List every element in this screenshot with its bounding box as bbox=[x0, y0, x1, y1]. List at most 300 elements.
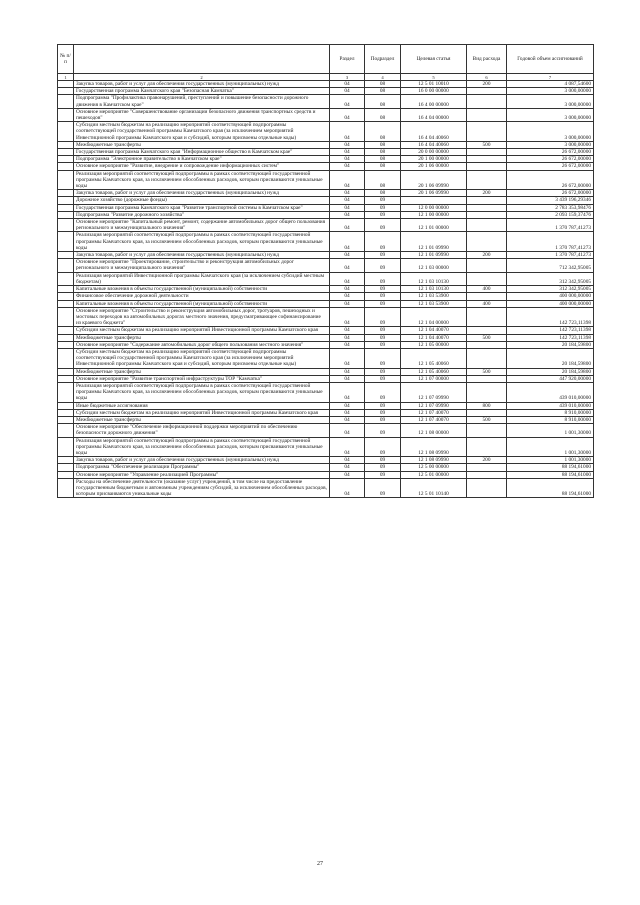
amount-cell: 1 001,30000 bbox=[507, 457, 594, 464]
col-number: 1 bbox=[58, 74, 74, 81]
amount-cell: 20 184,59800 bbox=[507, 368, 594, 375]
expense-type-cell: 800 bbox=[467, 402, 507, 409]
table-row bbox=[58, 478, 594, 498]
expense-type-cell bbox=[467, 471, 507, 478]
razdel-cell: 04 bbox=[330, 424, 365, 437]
amount-cell: 312 342,95005 bbox=[507, 286, 594, 293]
name-cell: Подпрограмма "Обеспечение реализации Программы" bbox=[74, 464, 330, 471]
amount-cell: 142 723,11398 bbox=[507, 327, 594, 334]
num-cell bbox=[58, 424, 74, 437]
razdel-cell: 04 bbox=[330, 232, 365, 252]
razdel-cell: 04 bbox=[330, 327, 365, 334]
table-row bbox=[58, 307, 594, 327]
amount-cell: 1 370 787,41273 bbox=[507, 219, 594, 232]
name-cell: Основное мероприятие "Развитие транспортной инфраструктуры ТОР "Камчатка" bbox=[74, 375, 330, 382]
amount-cell: 439 010,00000 bbox=[507, 382, 594, 402]
razdel-cell: 04 bbox=[330, 307, 365, 327]
target-article-cell: 12 0 00 00000 bbox=[401, 204, 467, 211]
expense-type-cell bbox=[467, 424, 507, 437]
table-row bbox=[58, 204, 594, 211]
amount-cell: 2 093 159,37476 bbox=[507, 211, 594, 218]
name-cell: Реализация мероприятий соответствующей подпрограммы в рамках соответствующей государственной программы Камчатского края, за исключением обособленных расходов, которым присваиваются уникальные коды bbox=[74, 437, 330, 457]
razdel-cell: 04 bbox=[330, 163, 365, 170]
name-cell: Государственная программа Камчатского края "Безопасная Камчатка" bbox=[74, 88, 330, 95]
target-article-cell: 20 1 06 09990 bbox=[401, 190, 467, 197]
target-article-cell: 16 4 04 40060 bbox=[401, 141, 467, 148]
amount-cell: 8 910,00000 bbox=[507, 416, 594, 423]
razdel-cell: 04 bbox=[330, 464, 365, 471]
podrazdel-cell: 09 bbox=[365, 402, 401, 409]
expense-type-cell bbox=[467, 88, 507, 95]
target-article-cell: 12 1 01 00000 bbox=[401, 219, 467, 232]
num-cell bbox=[58, 232, 74, 252]
expense-type-cell bbox=[467, 307, 507, 327]
table-row bbox=[58, 368, 594, 375]
razdel-cell: 04 bbox=[330, 334, 365, 341]
name-cell: Основное мероприятие "Проектирование, строительство и реконструкция автомобильных дорог регионального и межмуниципального значения" bbox=[74, 259, 330, 272]
razdel-cell: 04 bbox=[330, 375, 365, 382]
amount-cell: 3 000,00000 bbox=[507, 122, 594, 142]
num-cell bbox=[58, 149, 74, 156]
header-podrazdel: Подраздел bbox=[365, 45, 401, 74]
razdel-cell: 04 bbox=[330, 95, 365, 108]
expense-type-cell: 500 bbox=[467, 368, 507, 375]
expense-type-cell bbox=[467, 382, 507, 402]
table-row bbox=[58, 190, 594, 197]
name-cell: Финансовое обеспечение дорожной деятельности bbox=[74, 293, 330, 300]
amount-cell: 400 000,00000 bbox=[507, 300, 594, 307]
podrazdel-cell: 09 bbox=[365, 307, 401, 327]
razdel-cell: 04 bbox=[330, 141, 365, 148]
num-cell bbox=[58, 81, 74, 88]
header-annual-amount: Годовой объем ассигнований bbox=[507, 45, 594, 74]
name-cell: Субсидии местным бюджетам на реализацию мероприятий Инвестиционной программы Камчатского края bbox=[74, 409, 330, 416]
amount-cell: 1 370 787,41273 bbox=[507, 252, 594, 259]
header-row bbox=[58, 45, 594, 74]
num-cell bbox=[58, 464, 74, 471]
amount-cell: 3 000,00000 bbox=[507, 108, 594, 121]
podrazdel-cell: 08 bbox=[365, 156, 401, 163]
podrazdel-cell: 08 bbox=[365, 170, 401, 190]
name-cell: Закупка товаров, работ и услуг для обеспечения государственных (муниципальных) нужд bbox=[74, 190, 330, 197]
name-cell: Закупка товаров, работ и услуг для обеспечения государственных (муниципальных) нужд bbox=[74, 81, 330, 88]
razdel-cell: 04 bbox=[330, 457, 365, 464]
col-number: 6 bbox=[467, 74, 507, 81]
amount-cell: 20 184,59800 bbox=[507, 348, 594, 368]
expense-type-cell bbox=[467, 197, 507, 204]
num-cell bbox=[58, 211, 74, 218]
amount-cell: 26 672,00000 bbox=[507, 163, 594, 170]
num-cell bbox=[58, 293, 74, 300]
amount-cell: 2 783 353,98476 bbox=[507, 204, 594, 211]
podrazdel-cell: 09 bbox=[365, 348, 401, 368]
table-row bbox=[58, 416, 594, 423]
target-article-cell: 12 1 01 09990 bbox=[401, 252, 467, 259]
expense-type-cell bbox=[467, 259, 507, 272]
name-cell: Реализация мероприятий соответствующей подпрограммы в рамках соответствующей государственной программы Камчатского края, за исключением обособленных расходов, которым присваиваются уникальные коды bbox=[74, 232, 330, 252]
target-article-cell bbox=[401, 197, 467, 204]
table-row bbox=[58, 232, 594, 252]
expense-type-cell bbox=[467, 170, 507, 190]
podrazdel-cell: 09 bbox=[365, 252, 401, 259]
name-cell: Основное мероприятие "Управление реализацией Программы" bbox=[74, 471, 330, 478]
podrazdel-cell: 09 bbox=[365, 368, 401, 375]
amount-cell: 142 723,11398 bbox=[507, 334, 594, 341]
table-row bbox=[58, 149, 594, 156]
name-cell: Капитальные вложения в объекты государственной (муниципальной) собственности bbox=[74, 286, 330, 293]
amount-cell: 3 000,00000 bbox=[507, 88, 594, 95]
amount-cell: 88 194,61000 bbox=[507, 471, 594, 478]
table-row bbox=[58, 424, 594, 437]
amount-cell: 1 370 787,41273 bbox=[507, 232, 594, 252]
col-number: 7 bbox=[507, 74, 594, 81]
num-cell bbox=[58, 375, 74, 382]
num-cell bbox=[58, 471, 74, 478]
num-cell bbox=[58, 252, 74, 259]
podrazdel-cell: 08 bbox=[365, 95, 401, 108]
expense-type-cell bbox=[467, 327, 507, 334]
razdel-cell: 04 bbox=[330, 170, 365, 190]
razdel-cell: 04 bbox=[330, 252, 365, 259]
header-razdel: Раздел bbox=[330, 45, 365, 74]
amount-cell: 88 194,61000 bbox=[507, 478, 594, 498]
target-article-cell: 12 1 07 09990 bbox=[401, 402, 467, 409]
num-cell bbox=[58, 416, 74, 423]
amount-cell: 26 672,00000 bbox=[507, 156, 594, 163]
podrazdel-cell: 09 bbox=[365, 464, 401, 471]
table-row bbox=[58, 211, 594, 218]
amount-cell: 3 000,00000 bbox=[507, 95, 594, 108]
target-article-cell: 12 1 03 10130 bbox=[401, 286, 467, 293]
col-number: 4 bbox=[365, 74, 401, 81]
num-cell bbox=[58, 141, 74, 148]
table-row bbox=[58, 300, 594, 307]
podrazdel-cell: 09 bbox=[365, 204, 401, 211]
target-article-cell: 12 1 03 53900 bbox=[401, 300, 467, 307]
table-row bbox=[58, 259, 594, 272]
table-row bbox=[58, 141, 594, 148]
num-cell bbox=[58, 156, 74, 163]
expense-type-cell bbox=[467, 219, 507, 232]
podrazdel-cell: 09 bbox=[365, 300, 401, 307]
name-cell: Основное мероприятие "Содержание автомобильных дорог общего пользования местного значения" bbox=[74, 341, 330, 348]
podrazdel-cell: 08 bbox=[365, 81, 401, 88]
target-article-cell: 12 1 03 53900 bbox=[401, 293, 467, 300]
podrazdel-cell: 08 bbox=[365, 108, 401, 121]
table-row bbox=[58, 464, 594, 471]
amount-cell: 20 184,59800 bbox=[507, 341, 594, 348]
amount-cell: 439 010,00000 bbox=[507, 402, 594, 409]
podrazdel-cell: 09 bbox=[365, 478, 401, 498]
amount-cell: 1 001,30000 bbox=[507, 437, 594, 457]
header-name bbox=[74, 45, 330, 74]
name-cell: Подпрограмма "Профилактика правонарушений, преступлений и повышение безопасности дорожного движения в Камчатском крае" bbox=[74, 95, 330, 108]
target-article-cell: 16 0 00 00000 bbox=[401, 88, 467, 95]
podrazdel-cell: 08 bbox=[365, 141, 401, 148]
name-cell: Реализация мероприятий соответствующей подпрограммы в рамках соответствующей государственной программы Камчатского края, за исключением обособленных расходов, которым присваиваются уникальные коды bbox=[74, 382, 330, 402]
target-article-cell: 12 1 07 40070 bbox=[401, 416, 467, 423]
podrazdel-cell: 09 bbox=[365, 327, 401, 334]
target-article-cell: 12 1 04 00000 bbox=[401, 307, 467, 327]
name-cell: Расходы на обеспечение деятельности (оказание услуг) учреждений, в том числе на предоставление государственным бюджетным и автономным учреждениям субсидий, за исключением обособленных расходов, которым присваиваются уникальные коды bbox=[74, 478, 330, 498]
num-cell bbox=[58, 327, 74, 334]
name-cell: Государственная программа Камчатского края "Развитие транспортной системы в Камчатском крае" bbox=[74, 204, 330, 211]
expense-type-cell bbox=[467, 108, 507, 121]
table-row bbox=[58, 108, 594, 121]
expense-type-cell bbox=[467, 348, 507, 368]
budget-table bbox=[57, 44, 594, 498]
target-article-cell: 20 0 00 00000 bbox=[401, 149, 467, 156]
expense-type-cell: 400 bbox=[467, 286, 507, 293]
expense-type-cell bbox=[467, 464, 507, 471]
expense-type-cell bbox=[467, 341, 507, 348]
table-row bbox=[58, 88, 594, 95]
amount-cell: 400 000,00000 bbox=[507, 293, 594, 300]
podrazdel-cell: 09 bbox=[365, 424, 401, 437]
expense-type-cell bbox=[467, 95, 507, 108]
num-cell bbox=[58, 300, 74, 307]
expense-type-cell: 400 bbox=[467, 300, 507, 307]
target-article-cell: 12 1 04 40070 bbox=[401, 334, 467, 341]
podrazdel-cell: 09 bbox=[365, 409, 401, 416]
num-cell bbox=[58, 382, 74, 402]
expense-type-cell: 500 bbox=[467, 334, 507, 341]
table-row bbox=[58, 348, 594, 368]
podrazdel-cell: 08 bbox=[365, 149, 401, 156]
table-row bbox=[58, 252, 594, 259]
target-article-cell: 12 1 03 00000 bbox=[401, 259, 467, 272]
target-article-cell: 12 1 04 40070 bbox=[401, 327, 467, 334]
target-article-cell: 12 1 00 00000 bbox=[401, 211, 467, 218]
amount-cell: 88 194,61000 bbox=[507, 464, 594, 471]
razdel-cell: 04 bbox=[330, 204, 365, 211]
num-cell bbox=[58, 197, 74, 204]
amount-cell: 447 920,00000 bbox=[507, 375, 594, 382]
num-cell bbox=[58, 334, 74, 341]
target-article-cell: 12 1 01 09990 bbox=[401, 232, 467, 252]
target-article-cell: 12 5 01 00000 bbox=[401, 471, 467, 478]
num-cell bbox=[58, 108, 74, 121]
table-row bbox=[58, 375, 594, 382]
header-target-article: Целевая статья bbox=[401, 45, 467, 74]
table-row bbox=[58, 95, 594, 108]
podrazdel-cell: 09 bbox=[365, 375, 401, 382]
target-article-cell: 12 1 07 40070 bbox=[401, 409, 467, 416]
name-cell: Основное мероприятие "Обеспечение информационной поддержки мероприятий по обеспечению безопасности дорожного движения" bbox=[74, 424, 330, 437]
razdel-cell: 04 bbox=[330, 478, 365, 498]
target-article-cell: 12 1 08 09990 bbox=[401, 457, 467, 464]
column-number-row bbox=[58, 74, 594, 81]
podrazdel-cell: 09 bbox=[365, 457, 401, 464]
razdel-cell: 04 bbox=[330, 88, 365, 95]
name-cell: Субсидии местным бюджетам на реализацию мероприятий соответствующей подпрограммы соответствующей государственной программы Камчатского края (за исключением мероприятий Инвестиционной программы Камчатского края и субсидий, которым присвоены отдельные коды) bbox=[74, 348, 330, 368]
razdel-cell: 04 bbox=[330, 300, 365, 307]
table-row bbox=[58, 156, 594, 163]
name-cell: Основное мероприятие "Строительство и реконструкция автомобильных дорог, тротуаров, пешеходных и мостовых переходов на автомобильных дорогах местного значения, предусматривающее софинансирование из краевого бюджета" bbox=[74, 307, 330, 327]
target-article-cell: 16 4 04 00000 bbox=[401, 108, 467, 121]
num-cell bbox=[58, 478, 74, 498]
target-article-cell: 12 5 01 10010 bbox=[401, 81, 467, 88]
table-row bbox=[58, 327, 594, 334]
name-cell: Основное мероприятие "Капитальный ремонт, ремонт, содержание автомобильных дорог общего пользования регионального и межмуниципального значения" bbox=[74, 219, 330, 232]
podrazdel-cell: 08 bbox=[365, 122, 401, 142]
name-cell: Дорожное хозяйство (дорожные фонды) bbox=[74, 197, 330, 204]
table-row bbox=[58, 197, 594, 204]
target-article-cell: 12 1 08 09990 bbox=[401, 437, 467, 457]
amount-cell: 712 342,95005 bbox=[507, 259, 594, 272]
razdel-cell: 04 bbox=[330, 293, 365, 300]
name-cell: Реализация мероприятий соответствующей подпрограммы в рамках соответствующей государственной программы Камчатского края, за исключением обособленных расходов, которым присваиваются уникальные коды bbox=[74, 170, 330, 190]
expense-type-cell bbox=[467, 375, 507, 382]
table-row bbox=[58, 457, 594, 464]
podrazdel-cell: 09 bbox=[365, 341, 401, 348]
table-row bbox=[58, 382, 594, 402]
table-row bbox=[58, 219, 594, 232]
num-cell bbox=[58, 341, 74, 348]
num-cell bbox=[58, 457, 74, 464]
expense-type-cell bbox=[467, 163, 507, 170]
name-cell: Межбюджетные трансферты bbox=[74, 334, 330, 341]
target-article-cell: 12 1 05 40060 bbox=[401, 348, 467, 368]
expense-type-cell: 500 bbox=[467, 141, 507, 148]
table-row bbox=[58, 170, 594, 190]
target-article-cell: 12 1 05 40060 bbox=[401, 368, 467, 375]
name-cell: Основное мероприятие "Развитие, внедрение и сопровождение информационных систем" bbox=[74, 163, 330, 170]
razdel-cell: 04 bbox=[330, 149, 365, 156]
target-article-cell: 12 1 07 09990 bbox=[401, 382, 467, 402]
target-article-cell: 16 4 00 00000 bbox=[401, 95, 467, 108]
razdel-cell: 04 bbox=[330, 368, 365, 375]
name-cell: Иные бюджетные ассигнования bbox=[74, 402, 330, 409]
name-cell: Субсидии местным бюджетам на реализацию мероприятий соответствующей подпрограммы соответствующей государственной программы Камчатского края (за исключением мероприятий Инвестиционной программы Камчатского края и субсидий, которым присвоены отдельные коды) bbox=[74, 122, 330, 142]
target-article-cell: 20 1 06 09990 bbox=[401, 170, 467, 190]
expense-type-cell bbox=[467, 272, 507, 285]
razdel-cell: 04 bbox=[330, 341, 365, 348]
col-number: 5 bbox=[401, 74, 467, 81]
razdel-cell: 04 bbox=[330, 382, 365, 402]
num-cell bbox=[58, 219, 74, 232]
num-cell bbox=[58, 437, 74, 457]
target-article-cell: 16 4 04 40060 bbox=[401, 122, 467, 142]
expense-type-cell: 200 bbox=[467, 190, 507, 197]
name-cell: Государственная программа Камчатского края "Информационное общество в Камчатском крае" bbox=[74, 149, 330, 156]
expense-type-cell bbox=[467, 211, 507, 218]
razdel-cell: 04 bbox=[330, 471, 365, 478]
table-row bbox=[58, 471, 594, 478]
name-cell: Закупка товаров, работ и услуг для обеспечения государственных (муниципальных) нужд bbox=[74, 457, 330, 464]
amount-cell: 4 087,54600 bbox=[507, 81, 594, 88]
razdel-cell: 04 bbox=[330, 219, 365, 232]
razdel-cell: 04 bbox=[330, 409, 365, 416]
target-article-cell: 12 1 03 10130 bbox=[401, 272, 467, 285]
target-article-cell: 12 1 07 00000 bbox=[401, 375, 467, 382]
podrazdel-cell: 09 bbox=[365, 197, 401, 204]
razdel-cell: 04 bbox=[330, 190, 365, 197]
name-cell: Капитальные вложения в объекты государственной (муниципальной) собственности bbox=[74, 300, 330, 307]
name-cell: Закупка товаров, работ и услуг для обеспечения государственных (муниципальных) нужд bbox=[74, 252, 330, 259]
num-cell bbox=[58, 409, 74, 416]
razdel-cell: 04 bbox=[330, 122, 365, 142]
amount-cell: 312 342,95005 bbox=[507, 272, 594, 285]
table-row bbox=[58, 293, 594, 300]
header-num: № п/п bbox=[58, 45, 74, 74]
amount-cell: 3 439 196,29346 bbox=[507, 197, 594, 204]
name-cell: Подпрограмма "Электронное правительство в Камчатском крае" bbox=[74, 156, 330, 163]
table-row bbox=[58, 437, 594, 457]
document-sheet bbox=[57, 44, 593, 498]
razdel-cell: 04 bbox=[330, 259, 365, 272]
name-cell: Субсидии местным бюджетам на реализацию мероприятий Инвестиционной программы Камчатского края bbox=[74, 327, 330, 334]
razdel-cell: 04 bbox=[330, 272, 365, 285]
name-cell: Основное мероприятие "Совершенствование организации безопасного движения транспортных средств и пешеходов" bbox=[74, 108, 330, 121]
expense-type-cell bbox=[467, 293, 507, 300]
table-row bbox=[58, 122, 594, 142]
target-article-cell: 12 5 00 00000 bbox=[401, 464, 467, 471]
razdel-cell: 04 bbox=[330, 348, 365, 368]
expense-type-cell bbox=[467, 122, 507, 142]
header-expense-type: Вид расхода bbox=[467, 45, 507, 74]
expense-type-cell bbox=[467, 232, 507, 252]
table-row bbox=[58, 334, 594, 341]
num-cell bbox=[58, 368, 74, 375]
razdel-cell: 04 bbox=[330, 81, 365, 88]
num-cell bbox=[58, 272, 74, 285]
podrazdel-cell: 08 bbox=[365, 190, 401, 197]
num-cell bbox=[58, 402, 74, 409]
podrazdel-cell: 09 bbox=[365, 211, 401, 218]
num-cell bbox=[58, 122, 74, 142]
expense-type-cell bbox=[467, 478, 507, 498]
amount-cell: 3 000,00000 bbox=[507, 141, 594, 148]
table-row bbox=[58, 286, 594, 293]
table-row bbox=[58, 81, 594, 88]
target-article-cell: 12 5 01 10140 bbox=[401, 478, 467, 498]
target-article-cell: 20 1 00 00000 bbox=[401, 156, 467, 163]
table-row bbox=[58, 402, 594, 409]
num-cell bbox=[58, 286, 74, 293]
name-cell: Реализация мероприятий Инвестиционной программы Камчатского края (за исключением субсидий местным бюджетам) bbox=[74, 272, 330, 285]
expense-type-cell: 500 bbox=[467, 416, 507, 423]
expense-type-cell: 200 bbox=[467, 457, 507, 464]
num-cell bbox=[58, 88, 74, 95]
razdel-cell: 04 bbox=[330, 402, 365, 409]
num-cell bbox=[58, 170, 74, 190]
razdel-cell: 04 bbox=[330, 286, 365, 293]
amount-cell: 26 672,00000 bbox=[507, 170, 594, 190]
razdel-cell: 04 bbox=[330, 211, 365, 218]
num-cell bbox=[58, 190, 74, 197]
expense-type-cell bbox=[467, 156, 507, 163]
col-number: 2 bbox=[74, 74, 330, 81]
expense-type-cell: 200 bbox=[467, 81, 507, 88]
table-row bbox=[58, 163, 594, 170]
target-article-cell: 20 1 06 00000 bbox=[401, 163, 467, 170]
podrazdel-cell: 09 bbox=[365, 334, 401, 341]
page-number: 27 bbox=[317, 861, 323, 867]
expense-type-cell bbox=[467, 204, 507, 211]
num-cell bbox=[58, 259, 74, 272]
target-article-cell: 12 1 05 00000 bbox=[401, 341, 467, 348]
num-cell bbox=[58, 95, 74, 108]
table-row bbox=[58, 272, 594, 285]
razdel-cell: 04 bbox=[330, 416, 365, 423]
razdel-cell: 04 bbox=[330, 156, 365, 163]
expense-type-cell bbox=[467, 437, 507, 457]
target-article-cell: 12 1 08 00000 bbox=[401, 424, 467, 437]
expense-type-cell bbox=[467, 149, 507, 156]
num-cell bbox=[58, 348, 74, 368]
podrazdel-cell: 09 bbox=[365, 259, 401, 272]
